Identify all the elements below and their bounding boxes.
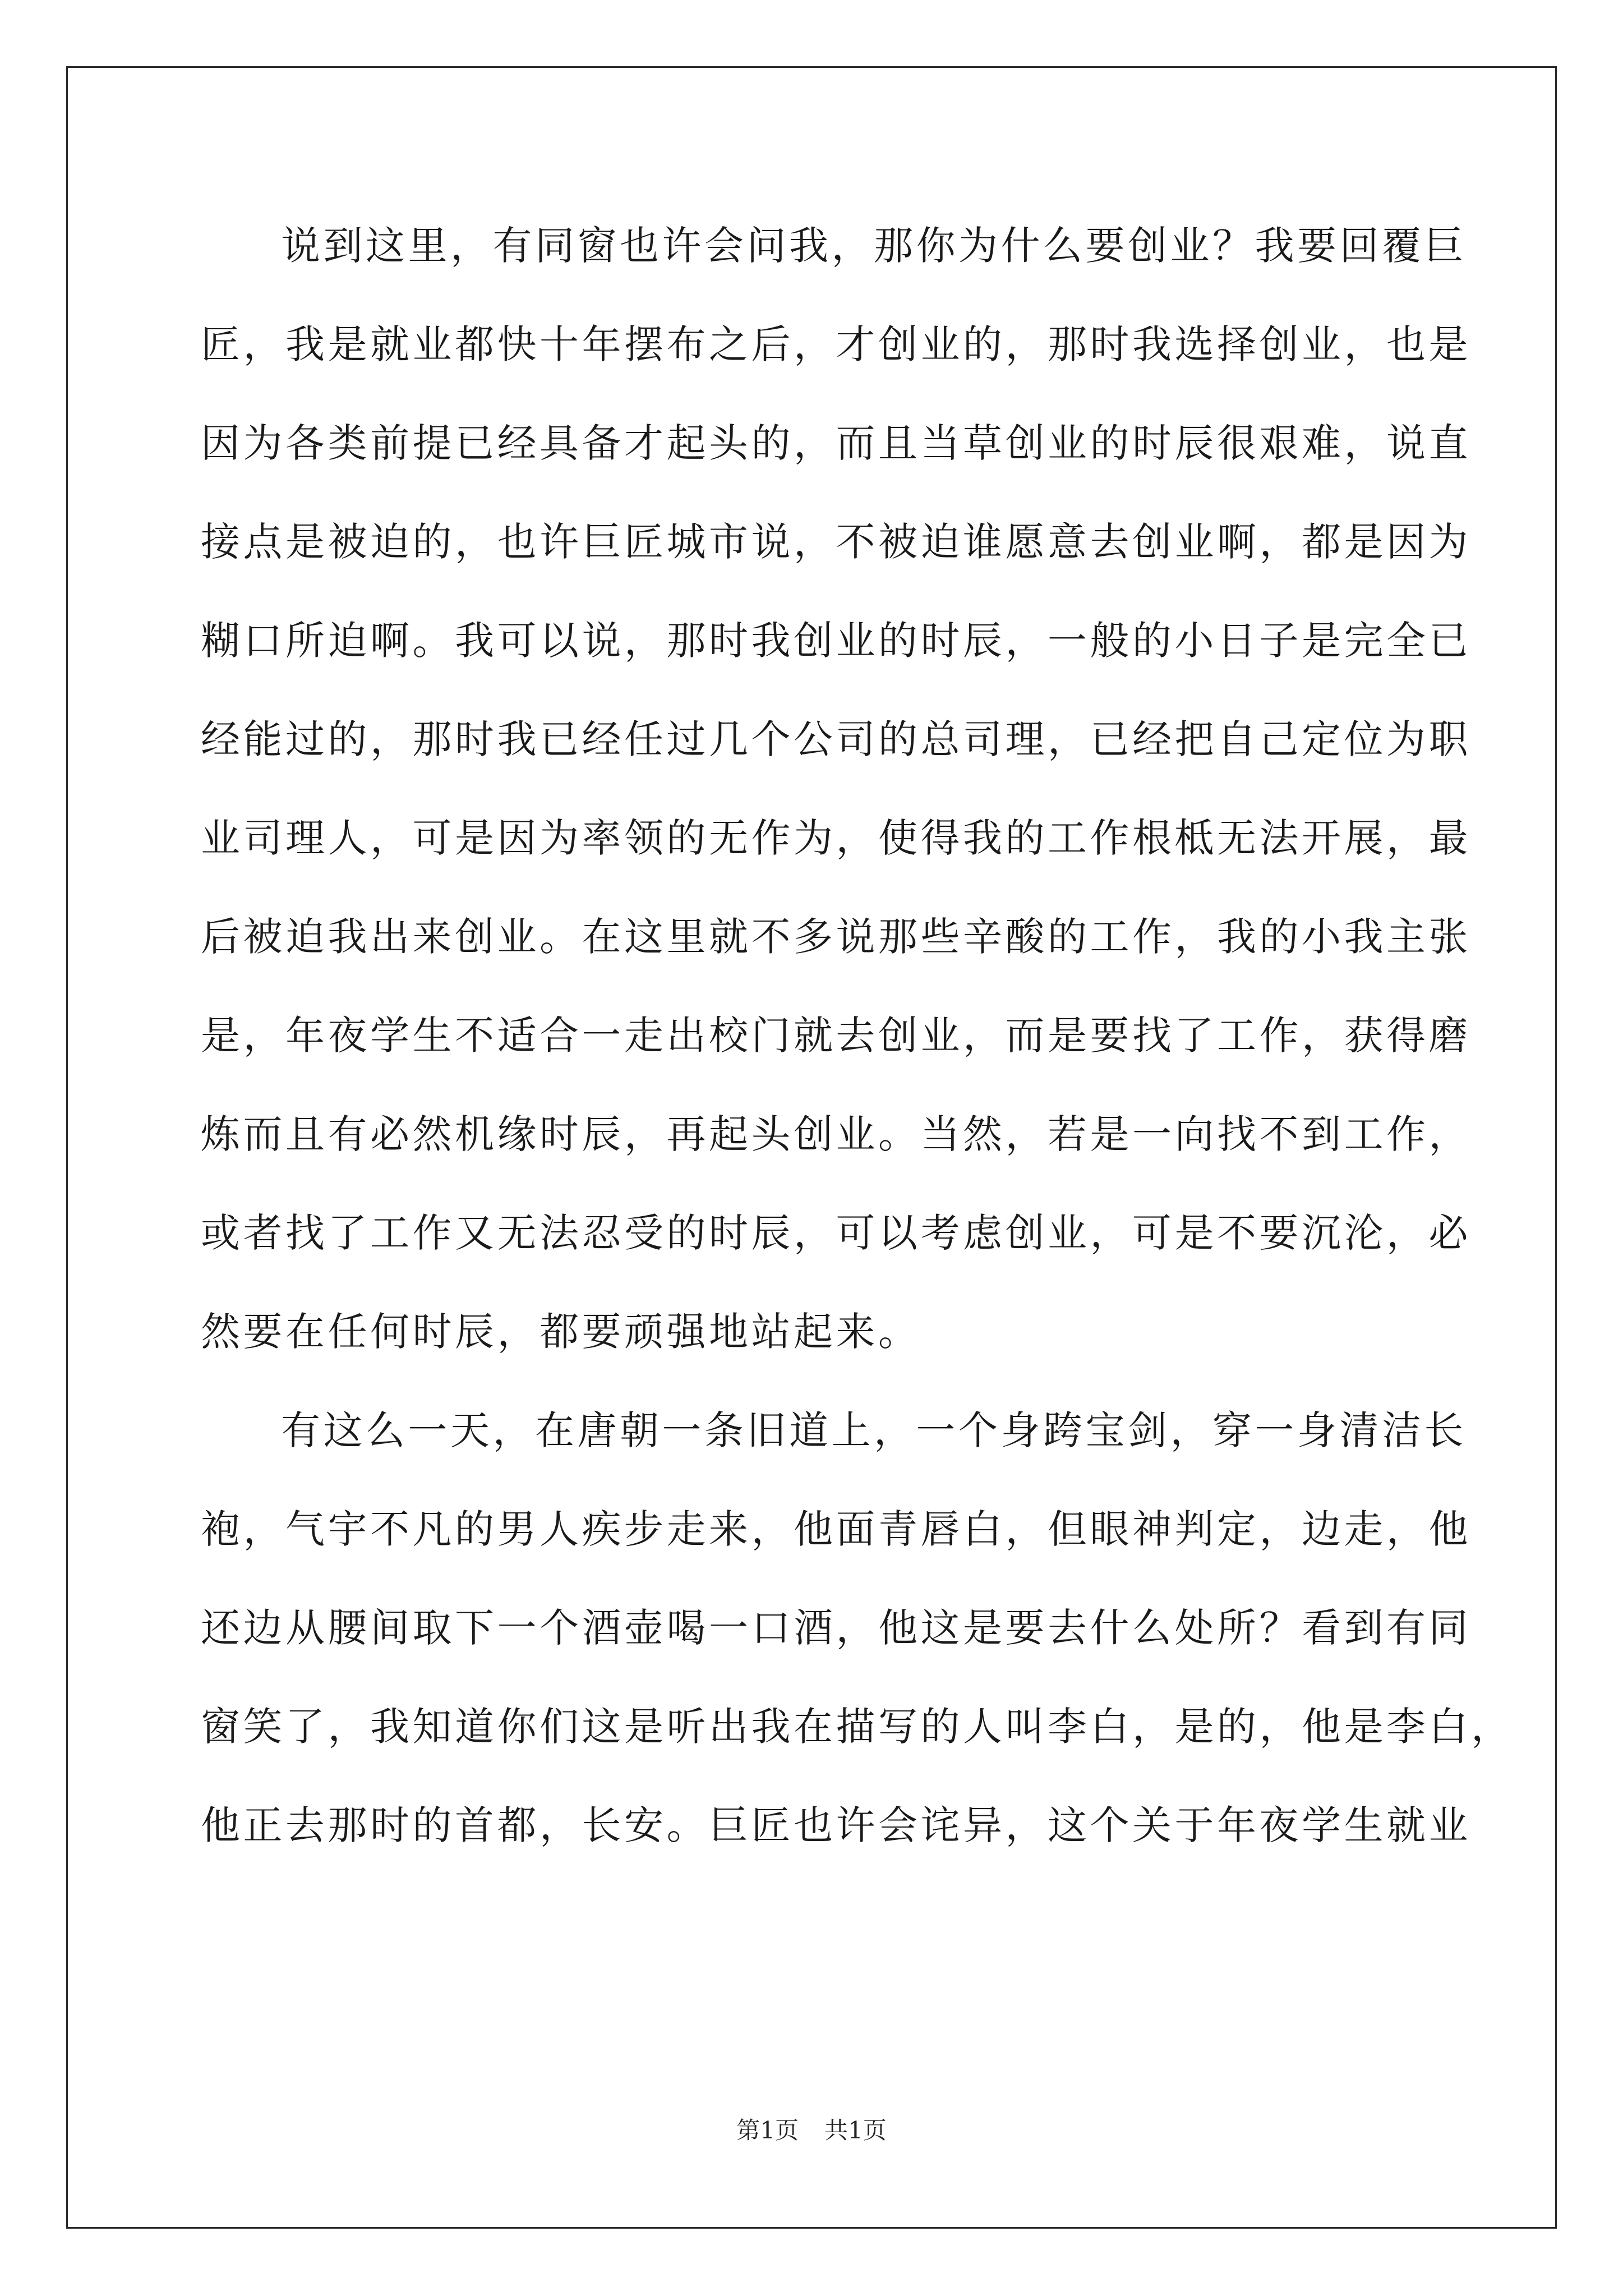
text-line: 还边从腰间取下一个酒壶喝一口酒，他这是要去什么处所？看到有同 [201,1605,1471,1651]
text-line: 炼而且有必然机缘时辰，再起头创业。当然，若是一向找不到工作， [201,1111,1471,1157]
text-line: 糊口所迫啊。我可以说，那时我创业的时辰，一般的小日子是完全已 [201,618,1471,664]
page-number: 第1页 [736,2116,799,2144]
text-line: 接点是被迫的，也许巨匠城市说，不被迫谁愿意去创业啊，都是因为 [201,519,1471,565]
text-line: 窗笑了，我知道你们这是听出我在描写的人叫李白，是的，他是李白， [201,1704,1514,1750]
text-line: 后被迫我出来创业。在这里就不多说那些辛酸的工作，我的小我主张 [201,914,1471,960]
page-footer [0,2116,1623,2145]
text-line: 业司理人，可是因为率领的无作为，使得我的工作根柢无法开展，最 [201,815,1471,861]
paragraph [201,1406,1514,1900]
text-line: 然要在任何时辰，都要顽强地站起来。 [201,1309,921,1355]
text-line: 袍，气宇不凡的男人疾步走来，他面青唇白，但眼神判定，边走，他 [201,1506,1471,1552]
text-line: 他正去那时的首都，长安。巨匠也许会诧异，这个关于年夜学生就业 [201,1802,1471,1848]
text-line: 因为各类前提已经具备才起头的，而且当草创业的时辰很艰难，说直 [201,420,1471,466]
text-line: 说到这里，有同窗也许会问我，那你为什么要创业？我要回覆巨 [281,223,1467,269]
text-line: 经能过的，那时我已经任过几个公司的总司理，已经把自己定位为职 [201,716,1471,762]
text-line: 是，年夜学生不适合一走出校门就去创业，而是要找了工作，获得磨 [201,1013,1471,1059]
text-line: 有这么一天，在唐朝一条旧道上，一个身跨宝剑，穿一身清洁长 [281,1407,1467,1453]
text-line: 匠，我是就业都快十年摆布之后，才创业的，那时我选择创业，也是 [201,321,1471,367]
text-line: 或者找了工作又无法忍受的时辰，可以考虑创业，可是不要沉沦，必 [201,1210,1471,1256]
page-total: 共1页 [824,2116,887,2144]
document-body [201,222,1514,1900]
paragraph [201,222,1471,1406]
